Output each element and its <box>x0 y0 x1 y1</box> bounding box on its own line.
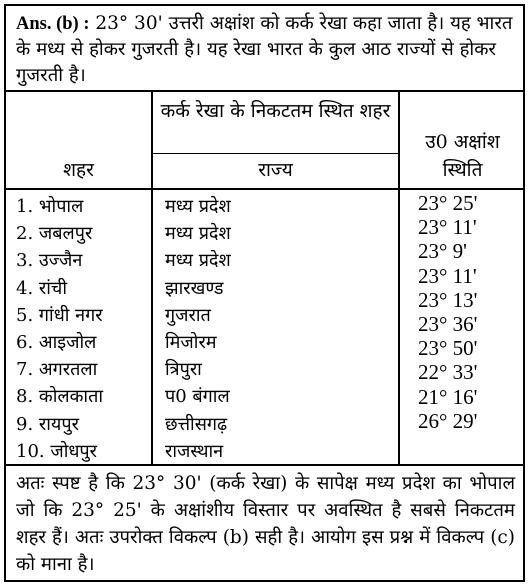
city-cell: 1. भोपाल <box>16 196 84 217</box>
intro-text: 23° 30' उत्तरी अक्षांश को कर्क रेखा कहा जाता है। यह भारत के मध्य से होकर गुजरती है। यह रेखा भारत के कुल आठ राज्यों से होकर गुजरती है। <box>16 13 513 86</box>
latitude-cell: 22° 33' <box>418 360 478 385</box>
state-cell: मध्य प्रदेश <box>165 250 231 272</box>
city-cell: 10. जोधपुर <box>16 440 98 462</box>
city-cell: 4. रांची <box>16 277 68 299</box>
latitude-cell: 23° 11' <box>418 263 477 288</box>
header-position: स्थिति <box>442 159 483 181</box>
header-latitude-cell <box>400 92 525 190</box>
city-cell: 6. आइजोल <box>16 332 97 353</box>
latitude-cell: 23° 13' <box>418 287 478 312</box>
latitude-cell: 21° 16' <box>418 384 478 409</box>
header-latitude: उ0 अक्षांश <box>425 131 500 153</box>
state-cell: मिजोरम <box>165 332 217 353</box>
latitude-cell: 23° 25' <box>418 191 478 215</box>
latitude-cell: 26° 29' <box>418 408 478 433</box>
latitude-cell: 23° 36' <box>418 312 478 336</box>
header-city: शहर <box>63 159 94 181</box>
answer-box <box>4 4 525 582</box>
header-city-cell <box>6 92 153 190</box>
city-cell: 3. उज्जैन <box>16 250 83 272</box>
latitude-cell: 23° 9' <box>418 239 467 264</box>
state-cell: प0 बंगाल <box>165 386 230 408</box>
state-cell: राजस्थान <box>165 440 224 462</box>
latitude-cell: 23° 11' <box>418 215 477 240</box>
state-cell: गुजरात <box>165 304 211 326</box>
latitude-cell: 23° 50' <box>418 336 478 361</box>
state-cell: मध्य प्रदेश <box>165 196 231 217</box>
header-middle-cell <box>153 92 400 190</box>
header-state: राज्य <box>258 159 293 181</box>
city-cell: 7. अगरतला <box>16 359 98 381</box>
city-cell: 9. रायपुर <box>16 413 79 435</box>
city-cell: 5. गांधी नगर <box>16 304 103 326</box>
conclusion-text: अतः स्पष्ट है कि 23° 30' (कर्क रेखा) के सापेक्ष मध्य प्रदेश का भोपाल जो कि 23° 25' के अक्षांशीय विस्तार पर अवस्थित है सबसे निकटतम शहर हैं। अतः उपरोक्त विकल्प (b) सही है। आयोग इस प्रश्न में विकल्प (c) को माना है। <box>16 473 515 575</box>
city-cell: 8. कोलकाता <box>16 386 103 408</box>
state-cell: त्रिपुरा <box>165 359 202 381</box>
answer-intro <box>6 6 523 92</box>
latitude-column <box>400 190 525 466</box>
state-cell: छत्तीसगढ़ <box>165 413 228 435</box>
state-cell: झारखण्ड <box>165 277 224 299</box>
state-cell: मध्य प्रदेश <box>165 223 231 245</box>
table-caption: कर्क रेखा के निकटतम स्थित शहर <box>153 92 398 154</box>
answer-label: Ans. (b) : <box>16 14 90 34</box>
city-column <box>6 190 153 466</box>
city-cell: 2. जबलपुर <box>16 223 93 245</box>
state-column <box>153 190 400 466</box>
